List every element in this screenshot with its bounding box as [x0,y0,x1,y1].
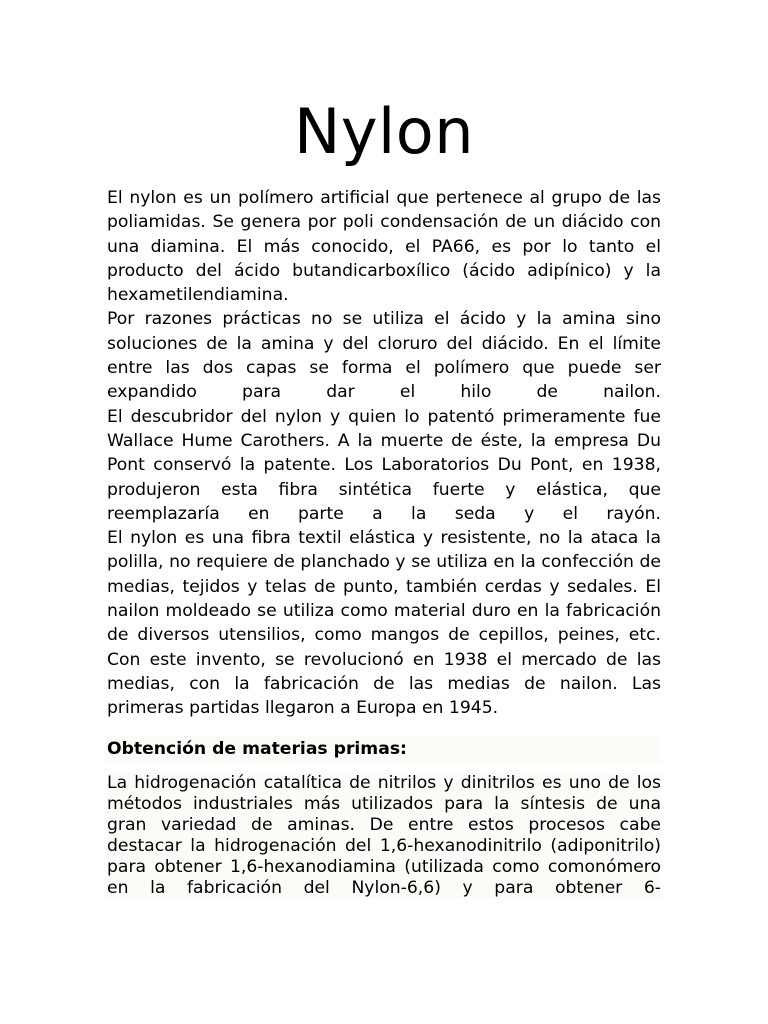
paragraph-discoverer: El descubridor del nylon y quien lo patentó primeramente fue Wallace Hume Carothers. A la muerte de éste, la empresa Du Pont conservó la patente. Los Laboratorios Du Pont, en 1938, produjeron esta fibra sintética fuerte y elástica, que reemplazaría en parte a la seda y el rayón. [107,406,661,524]
document-title: Nylon [293,95,475,168]
section-paragraph: La hidrogenación catalítica de nitrilos y dinitrilos es uno de los métodos industriales más utilizados para la síntesis de una gran variedad de aminas. De entre estos procesos cabe destacar la hidrogenación del 1,6-hexanodinitrilo (adiponitrilo) para obtener 1,6-hexanodiamina (utilizada como comonómero en la fabricación del Nylon-6,6) y para obtener 6- [107,772,661,898]
paragraph-process: Por razones prácticas no se utiliza el ácido y la amina sino soluciones de la amina y del cloruro del diácido. En el límite entre las dos capas se forma el polímero que puede ser expandido para dar el hilo de nailon. [107,309,661,403]
paragraph-uses: El nylon es una fibra textil elástica y resistente, no la ataca la polilla, no requiere de planchado y se utiliza en la confección de medias, tejidos y telas de punto, también cerdas y sedales. El nailon moldeado se utiliza como material duro en la fabricación de diversos utensilios, como mangos de cepillos, peines, etc. [107,528,661,646]
section-heading: Obtención de materias primas: [107,735,661,763]
document-body [107,186,661,721]
paragraph-intro: El nylon es un polímero artificial que pertenece al grupo de las poliamidas. Se genera por poli condensación de un diácido con una diamina. El más conocido, el PA66, es por lo tanto el producto del ácido butandicarboxílico (ácido adipínico) y la hexametilendiamina. [107,188,661,306]
paragraph-history: Con este invento, se revolucionó en 1938 el mercado de las medias, con la fabricación de las medias de nailon. Las primeras partidas llegaron a Europa en 1945. [107,649,661,719]
